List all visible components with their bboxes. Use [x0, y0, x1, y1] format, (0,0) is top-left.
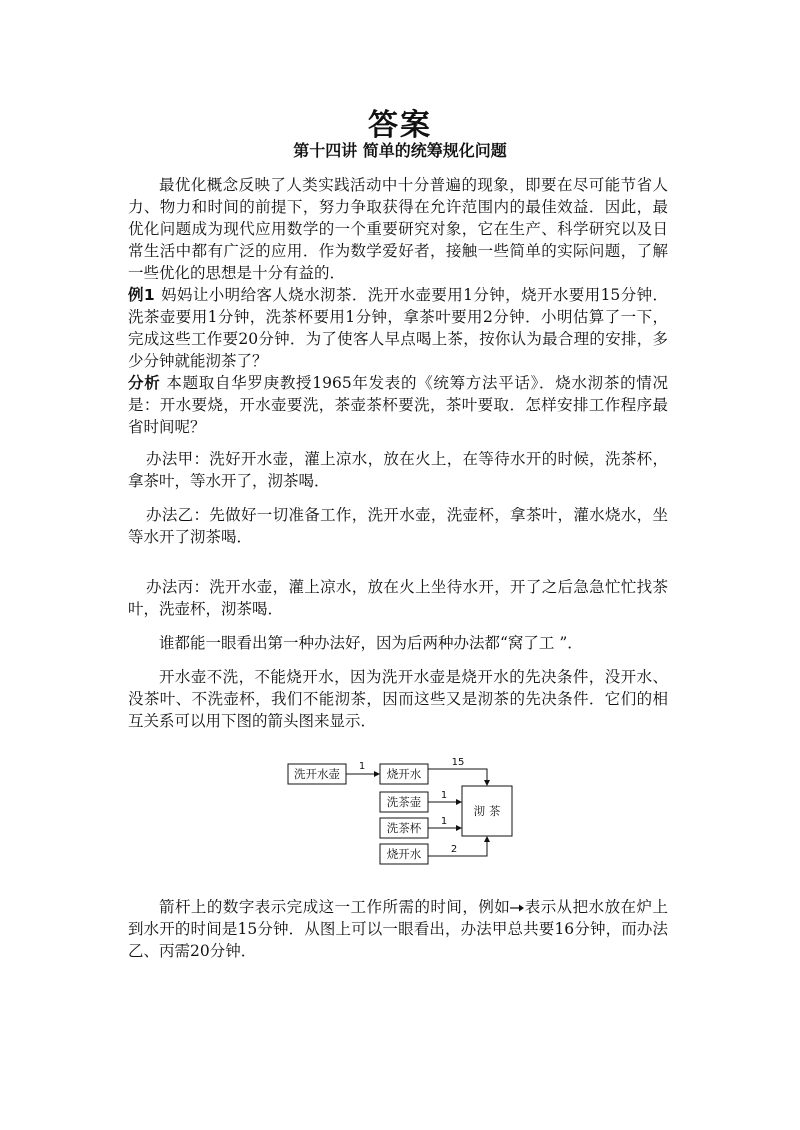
prerequisite-paragraph: 开水壶不洗，不能烧开水，因为洗开水壶是烧开水的先决条件，没开水、没茶叶、不洗壶杯，我们不能沏茶，因而这些又是沏茶的先决条件．它们的相互关系可以用下图的箭头图来显示．: [128, 668, 668, 730]
example-text: 妈妈让小明给客人烧水沏茶．洗开水壶要用1分钟，烧开水要用15分钟．洗茶壶要用1分钟，洗茶杯要用1分钟，拿茶叶要用2分钟．小明估算了一下，完成这些工作要20分钟．为了使客人早点喝上茶，按你认为最合理的安排，多少分钟就能沏茶了？: [128, 286, 668, 370]
time-label-cups: 1: [440, 816, 448, 827]
box-wash-cups-label: 洗茶杯: [386, 821, 422, 835]
page-title: 答案: [368, 108, 432, 143]
analysis-paragraph: [128, 372, 668, 438]
box-make-tea-label: 沏 茶: [473, 804, 501, 818]
time-label-boil: 15: [451, 757, 465, 768]
comment-paragraph: 谁都能一眼看出第一种办法好，因为后两种办法都“窝了工 ”．: [159, 634, 583, 652]
time-label-wash-kettle: 1: [358, 761, 366, 772]
method-a-paragraph: 办法甲：洗好开水壶，灌上凉水，放在火上，在等待水开的时候，洗茶杯，拿茶叶，等水开了，沏茶喝．: [128, 450, 668, 490]
box-wash-kettle-label: 洗开水壶: [294, 767, 340, 781]
arrow-diagram: [280, 752, 520, 868]
example-label: 例1: [128, 286, 155, 304]
method-b-paragraph: 办法乙：先做好一切准备工作，洗开水壶，洗壶杯，拿茶叶，灌水烧水，坐等水开了沏茶喝．: [128, 506, 668, 546]
arrow-tealeaf-to-tea: [428, 837, 487, 856]
conclusion-text-1: 箭杆上的数字表示完成这一工作所需的时间，例如: [159, 898, 511, 916]
time-label-teapot: 1: [440, 790, 448, 801]
analysis-label: 分析: [128, 374, 161, 392]
example-paragraph: [128, 284, 668, 372]
box-wash-teapot-label: 洗茶壶: [386, 795, 422, 809]
method-c-paragraph: 办法丙：洗开水壶，灌上凉水，放在火上坐待水开，开了之后急急忙忙找茶叶，洗壶杯，沏茶喝．: [128, 578, 668, 618]
intro-paragraph: 最优化概念反映了人类实践活动中十分普遍的现象，即要在尽可能节省人力、物力和时间的前提下，努力争取获得在允许范围内的最佳效益．因此，最优化问题成为现代应用数学的一个重要研究对象，它在生产、科学研究以及日常生活中都有广泛的应用．作为数学爱好者，接触一些简单的实际问题，了解一些优化的思想是十分有益的．: [128, 176, 668, 282]
lecture-subtitle: 第十四讲 简单的统筹规化问题: [293, 141, 507, 160]
box-boil-water-2-label: 烧开水: [386, 847, 422, 861]
right-arrow-icon: [510, 903, 524, 913]
box-boil-water-1-label: 烧开水: [386, 767, 422, 781]
time-label-tealeaf: 2: [450, 844, 458, 855]
arrow-boil-to-tea: [428, 769, 487, 785]
conclusion-paragraph: [128, 896, 668, 962]
conclusion-text-2: 表示从把水放在炉上到水开的时间是15分钟．从图上可以一眼看出，办法甲总共要16分钟，而办法乙、丙需20分钟．: [128, 898, 668, 960]
analysis-text: 本题取自华罗庚教授1965年发表的《统筹方法平话》．烧水沏茶的情况是：开水要烧，开水壶要洗，茶壶茶杯要洗，茶叶要取．怎样安排工作程序最省时间呢？: [128, 374, 668, 436]
